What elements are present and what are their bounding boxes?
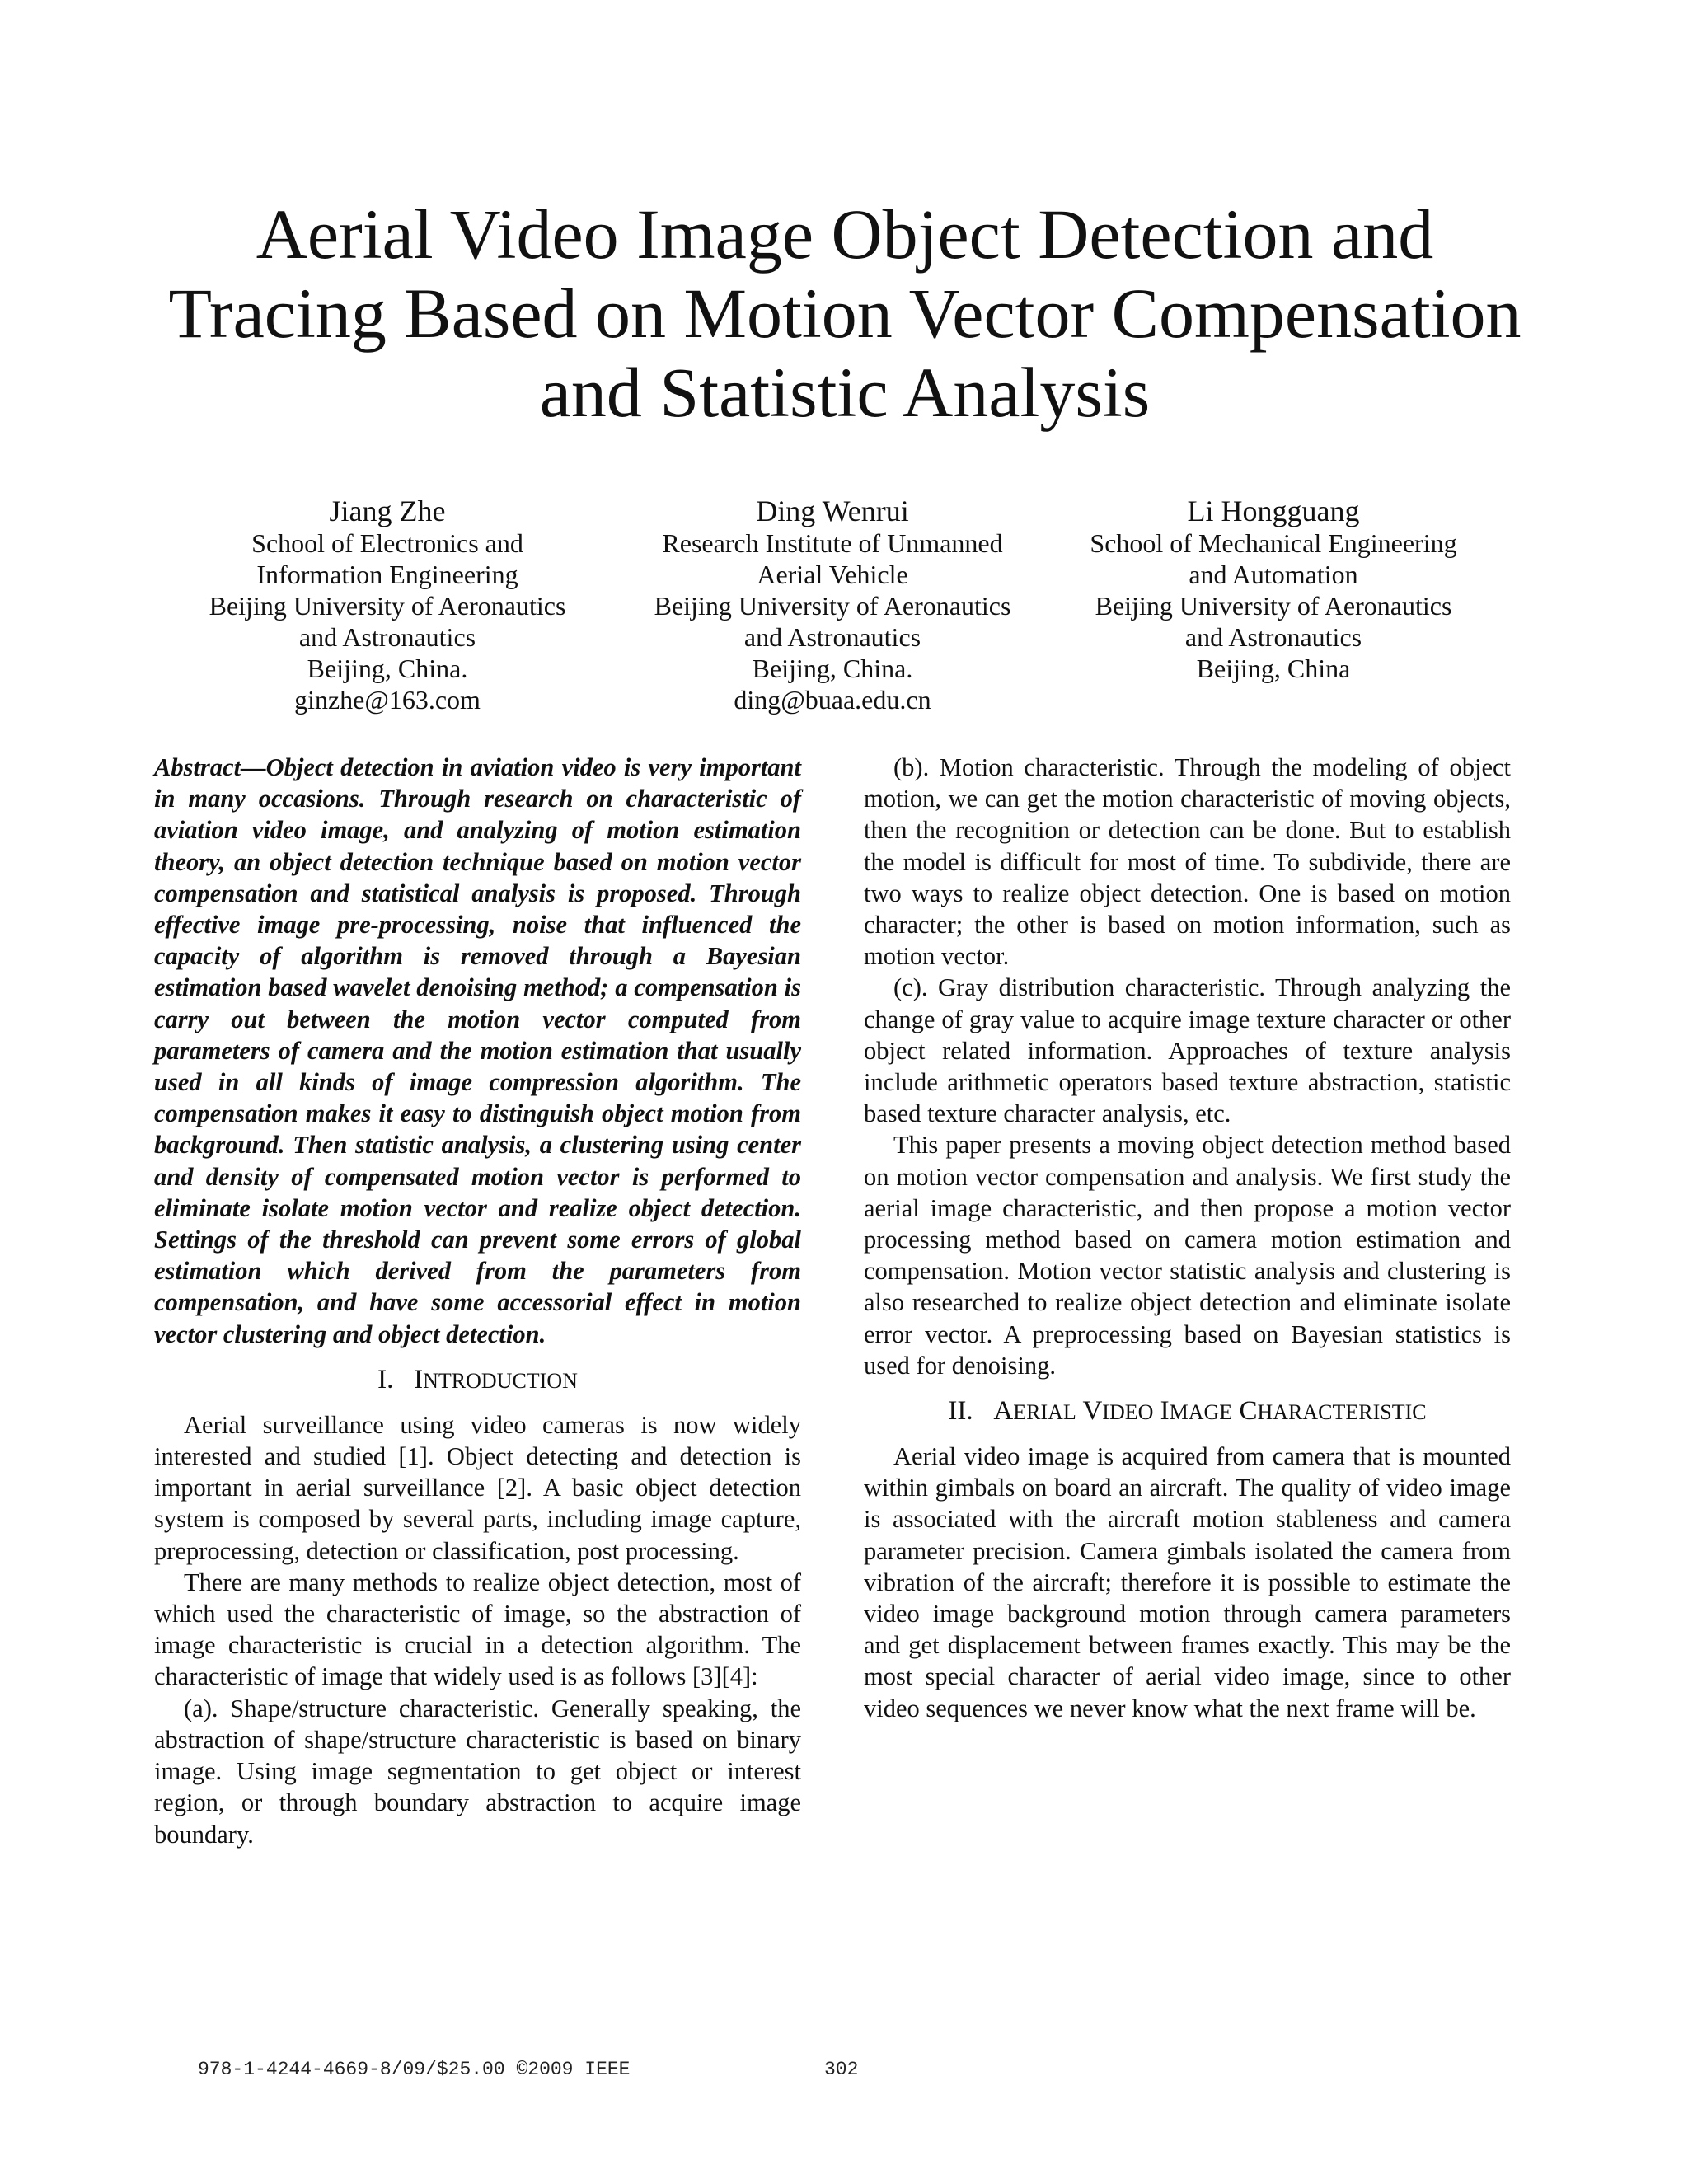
paragraph: (c). Gray distribution characteristic. Through analyzing the change of gray value to acquire image texture character or other object related information. Approaches of texture analysis include arithmetic operators based texture abstraction, statistic based texture character analysis, etc.	[864, 973, 1511, 1128]
section-heading-aerial-video-image-characteristic	[864, 1394, 1511, 1429]
author-name: Jiang Zhe	[329, 494, 446, 527]
author-name: Ding Wenrui	[756, 494, 909, 527]
paragraph: This paper presents a moving object detection method based on motion vector compensation and analysis. We first study the aerial image characteristic, and then propose a motion vector processing method based on camera motion estimation and compensation. Motion vector statistic analysis and clustering is also researched to realize object detection and eliminate isolate error vector. A preprocessing based on Bayesian statistics is used for denoising.	[864, 1131, 1511, 1380]
author-block-3	[1059, 494, 1488, 684]
author-city: Beijing, China.	[752, 654, 913, 683]
author-affiliation: Aerial Vehicle	[757, 560, 908, 589]
author-name: Li Hongguang	[1187, 494, 1360, 527]
author-block-2	[618, 494, 1047, 715]
author-affiliation: and Astronautics	[298, 622, 476, 652]
heading-smallcaps: NTRODUCTION	[423, 1368, 578, 1393]
section-number: II.	[948, 1396, 973, 1427]
author-block-1	[173, 494, 602, 715]
author-city: Beijing, China	[1196, 654, 1351, 683]
heading-initial: C	[1239, 1396, 1258, 1427]
heading-initial: A	[993, 1396, 1014, 1427]
author-city: Beijing, China.	[307, 654, 468, 683]
abstract: Abstract—Object detection in aviation video is very important in many occasions. Through research on characteristic of aviation video image, and analyzing of motion estimation theory, an object detection technique based on motion vector compensation and statistical analysis is proposed. Through effective image pre-processing, noise that influenced the capacity of algorithm is removed through a Bayesian estimation based wavelet denoising method; a compensation is carry out between the motion vector computed from parameters of camera and the motion estimation that usually used in all kinds of image compression algorithm. The compensation makes it easy to distinguish object motion from background. Then statistic analysis, a clustering using center and density of compensated motion vector is performed to eliminate isolate motion vector and realize object detection. Settings of the threshold can prevent some errors of global estimation which derived from the parameters from compensation, and have some accessorial effect in motion vector clustering and object detection.	[154, 753, 801, 1348]
heading-initial: I	[414, 1364, 424, 1394]
author-affiliation: Research Institute of Unmanned	[662, 528, 1003, 558]
right-column	[864, 752, 1511, 1724]
heading-smallcaps: IDEO	[1102, 1400, 1154, 1425]
left-column	[154, 752, 801, 1850]
section-number: I.	[377, 1364, 394, 1394]
footer-isbn: 978-1-4244-4669-8/09/$25.00 ©2009 IEEE	[198, 2059, 631, 2080]
paragraph: (a). Shape/structure characteristic. Generally speaking, the abstraction of shape/structure characteristic is based on binary image. Using image segmentation to get object or interest region, or through boundary abstraction to acquire image boundary.	[154, 1694, 801, 1849]
author-affiliation: Information Engineering	[256, 560, 518, 589]
paragraph: (b). Motion characteristic. Through the modeling of object motion, we can get the motion characteristic of moving objects, then the recognition or detection can be done. But to establish the model is difficult for most of time. To subdivide, there are two ways to realize object detection. One is based on motion character; the other is based on motion information, such as motion vector.	[864, 753, 1511, 971]
author-affiliation: and Astronautics	[1184, 622, 1362, 652]
title-line: Aerial Video Image Object Detection and	[256, 194, 1434, 274]
heading-initial: V	[1082, 1396, 1103, 1427]
heading-smallcaps: ERIAL	[1013, 1400, 1076, 1425]
author-affiliation: and Astronautics	[743, 622, 921, 652]
page-number: 302	[824, 2059, 859, 2080]
paragraph: Aerial surveillance using video cameras is now widely interested and studied [1]. Object detecting and detection is important in aerial surveillance [2]. A basic object detection system is composed by several parts, including image capture, preprocessing, detection or classification, post processing.	[154, 1410, 801, 1565]
author-affiliation: School of Electronics and	[251, 528, 523, 558]
author-email: ginzhe@163.com	[294, 685, 481, 715]
paragraph: There are many methods to realize object detection, most of which used the characteristic of image, so the abstraction of image characteristic is crucial in a detection algorithm. The characteristic of image that widely used is as follows [3][4]:	[154, 1568, 801, 1691]
paragraph: Aerial video image is acquired from camera that is mounted within gimbals on board an aircraft. The quality of video image is associated with the aircraft motion stableness and camera parameter precision. Camera gimbals isolated the camera from vibration of the aircraft; therefore it is possible to estimate the video image background motion through camera parameters and get displacement between frames exactly. This may be the most special character of aerial video image, since to other video sequences we never know what the next frame will be.	[864, 1442, 1511, 1722]
paper-title	[124, 194, 1566, 432]
title-line: and Statistic Analysis	[539, 353, 1151, 432]
author-affiliation: and Automation	[1189, 560, 1358, 589]
heading-smallcaps: MAGE	[1169, 1400, 1233, 1425]
section-heading-introduction	[154, 1363, 801, 1398]
author-affiliation: Beijing University of Aeronautics	[1095, 591, 1452, 621]
author-affiliation: Beijing University of Aeronautics	[209, 591, 566, 621]
heading-initial: I	[1160, 1396, 1170, 1427]
author-affiliation: Beijing University of Aeronautics	[654, 591, 1011, 621]
author-affiliation: School of Mechanical Engineering	[1090, 528, 1457, 558]
author-email: ding@buaa.edu.cn	[734, 685, 931, 715]
title-line: Tracing Based on Motion Vector Compensation	[168, 274, 1522, 353]
heading-smallcaps: HARACTERISTIC	[1257, 1400, 1427, 1425]
